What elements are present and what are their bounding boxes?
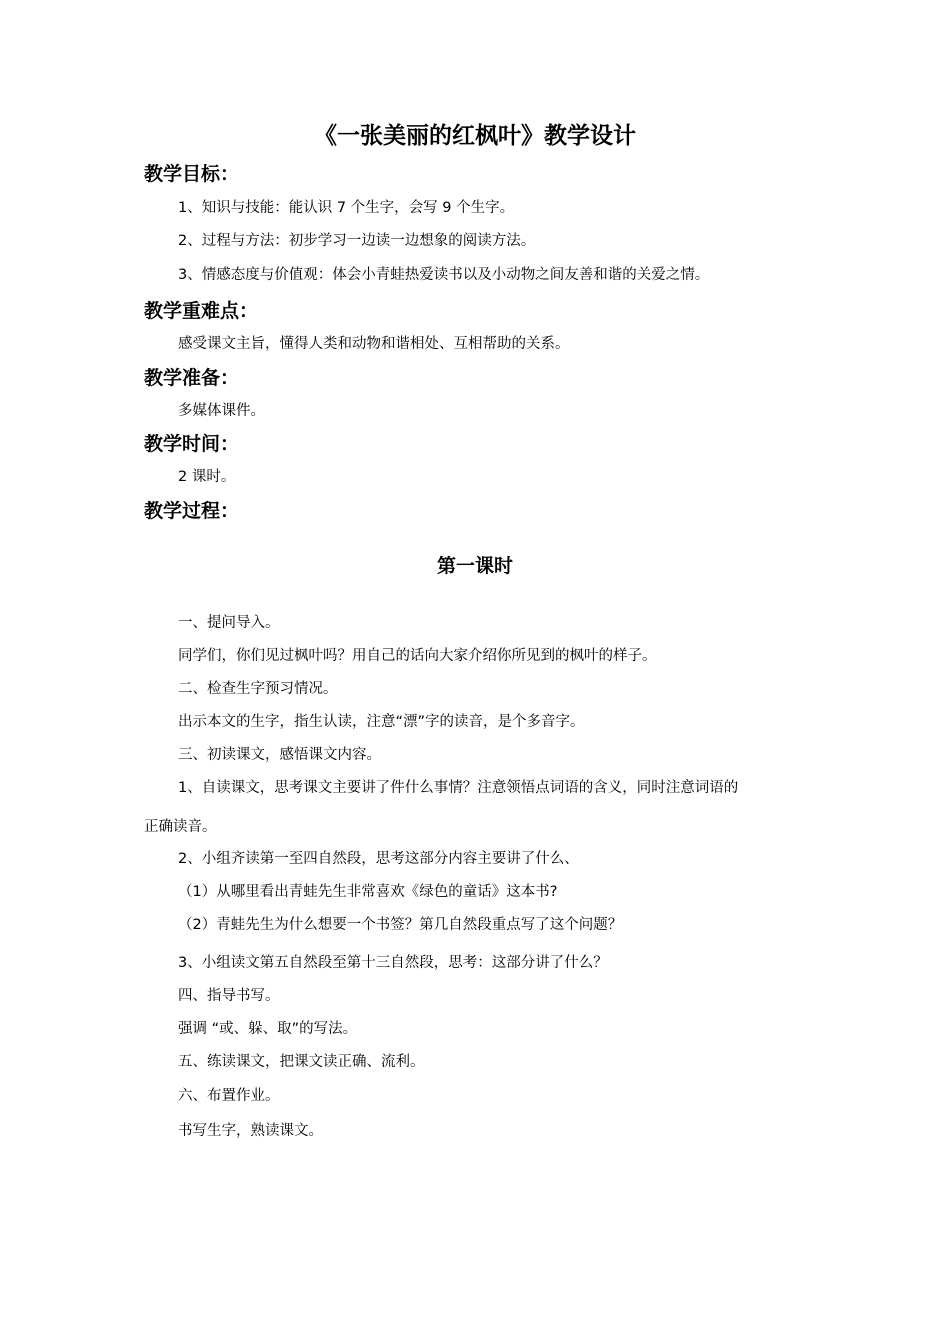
objective-item: 2、过程与方法：初步学习一边读一边想象的阅读方法。 (178, 233, 536, 249)
lesson-line: 3、小组读文第五自然段至第十三自然段，思考：这部分讲了什么？ (178, 955, 608, 971)
key-points-text: 感受课文主旨，懂得人类和动物和谐相处、互相帮助的关系。 (178, 336, 570, 352)
lesson-subtitle: 第一课时 (436, 555, 513, 577)
lesson-line: 2、小组齐读第一至四自然段，思考这部分内容主要讲了什么、 (178, 851, 579, 867)
key-points-heading: 教学重难点： (144, 300, 259, 322)
process-heading: 教学过程： (144, 500, 240, 522)
objective-item: 3、情感态度与价值观：体会小青蛙热爱读书以及小动物之间友善和谐的关爱之情。 (178, 267, 710, 283)
lesson-line: 二、检查生字预习情况。 (178, 681, 338, 697)
objective-item: 1、知识与技能：能认识 7 个生字，会写 9 个生字。 (178, 200, 515, 216)
document-title: 《一张美丽的红枫叶》教学设计 (314, 123, 636, 149)
preparation-heading: 教学准备： (144, 367, 240, 389)
lesson-line: 正确读音。 (144, 819, 217, 835)
lesson-line: 四、指导书写。 (178, 988, 280, 1004)
time-text: 2 课时。 (178, 469, 236, 485)
lesson-line: 出示本文的生字，指生认读，注意“漂”字的读音，是个多音字。 (178, 714, 585, 730)
lesson-line: 书写生字，熟读课文。 (178, 1123, 323, 1139)
lesson-line: （1）从哪里看出青蛙先生非常喜欢《绿色的童话》这本书? (178, 884, 558, 900)
lesson-line: 同学们，你们见过枫叶吗？用自己的话向大家介绍你所见到的枫叶的样子。 (178, 648, 657, 664)
lesson-line: 强调 “或、躲、取”的写法。 (178, 1021, 358, 1037)
lesson-line: 五、练读课文，把课文读正确、流利。 (178, 1054, 425, 1070)
lesson-line: 六、布置作业。 (178, 1088, 280, 1104)
preparation-text: 多媒体课件。 (178, 403, 265, 419)
objectives-heading: 教学目标： (144, 163, 240, 185)
time-heading: 教学时间： (144, 433, 240, 455)
lesson-line: 三、初读课文，感悟课文内容。 (178, 747, 381, 763)
lesson-line: （2）青蛙先生为什么想要一个书签？第几自然段重点写了这个问题？ (178, 917, 623, 933)
lesson-line: 一、提问导入。 (178, 615, 280, 631)
lesson-line: 1、自读课文，思考课文主要讲了件什么事情？注意领悟点词语的含义，同时注意词语的 (178, 780, 739, 796)
